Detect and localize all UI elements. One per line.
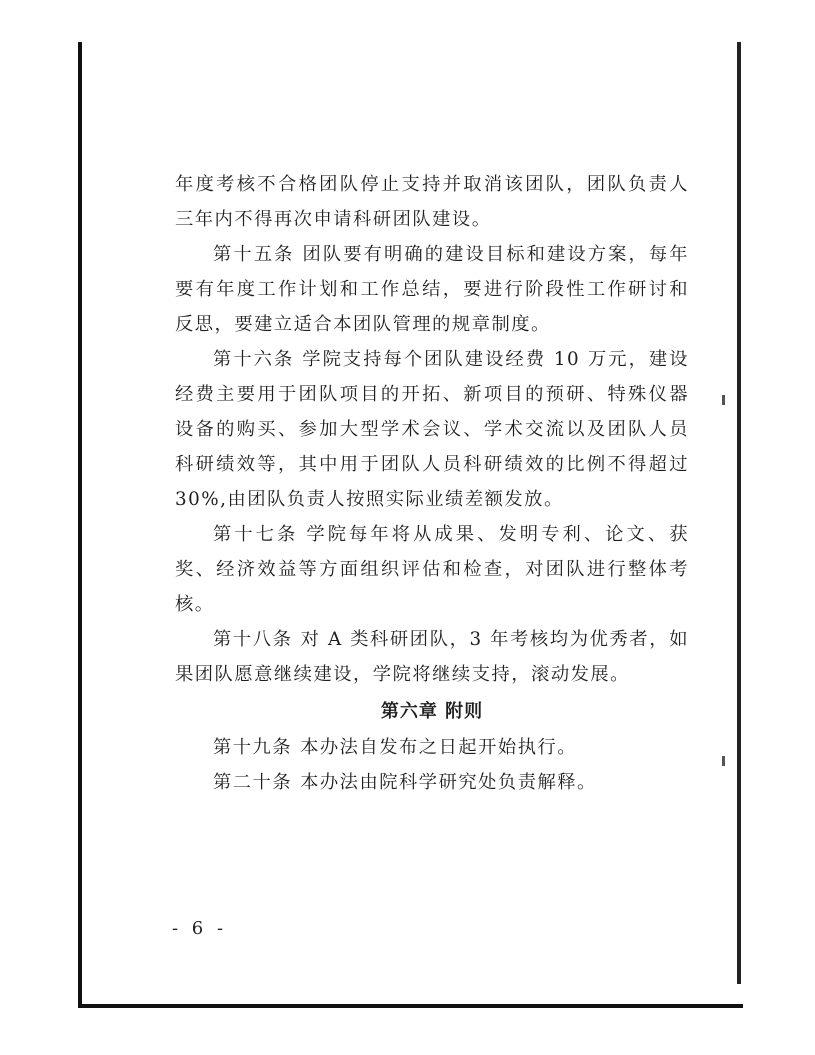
article-20 bbox=[175, 765, 689, 800]
article-label: 第十六条 bbox=[213, 349, 295, 370]
scan-edge-bottom bbox=[78, 1004, 743, 1008]
article-label: 第十八条 bbox=[213, 629, 293, 650]
article-18 bbox=[175, 622, 689, 692]
article-label: 第十五条 bbox=[213, 244, 295, 265]
article-19 bbox=[175, 730, 689, 765]
scan-speck bbox=[722, 395, 725, 405]
article-15 bbox=[175, 237, 689, 342]
article-label: 第二十条 bbox=[213, 772, 293, 793]
scan-edge-left bbox=[78, 42, 82, 1007]
article-text: 学院每年将从成果、发明专利、论文、获奖、经济效益等方面组织评估和检查，对团队进行整体考核。 bbox=[175, 524, 689, 615]
article-text: 学院支持每个团队建设经费 10 万元，建设经费主要用于团队项目的开拓、新项目的预研、特殊仪器设备的购买、参加大型学术会议、学术交流以及团队人员科研绩效等，其中用于团队人员科研绩效的比例不得超过30%,由团队负责人按照实际业绩差额发放。 bbox=[175, 349, 690, 510]
document-body bbox=[175, 167, 689, 800]
article-text: 本办法自发布之日起开始执行。 bbox=[300, 737, 578, 758]
chapter-title: 第六章 附则 bbox=[380, 701, 484, 722]
paragraph-text: 年度考核不合格团队停止支持并取消该团队，团队负责人三年内不得再次申请科研团队建设。 bbox=[175, 174, 689, 230]
scan-edge-right bbox=[737, 42, 741, 984]
article-text: 本办法由院科学研究处负责解释。 bbox=[300, 772, 597, 793]
article-text: 对 A 类科研团队，3 年考核均为优秀者，如果团队愿意继续建设，学院将继续支持，滚动发展。 bbox=[175, 629, 689, 685]
article-16 bbox=[175, 342, 689, 517]
article-17 bbox=[175, 517, 689, 622]
paragraph-continuation bbox=[175, 167, 689, 237]
article-text: 团队要有明确的建设目标和建设方案，每年要有年度工作计划和工作总结，要进行阶段性工作研讨和反思，要建立适合本团队管理的规章制度。 bbox=[175, 244, 690, 335]
article-label: 第十九条 bbox=[213, 737, 293, 758]
article-label: 第十七条 bbox=[213, 524, 299, 545]
page-number: - 6 - bbox=[172, 918, 228, 939]
scan-speck bbox=[722, 756, 725, 766]
